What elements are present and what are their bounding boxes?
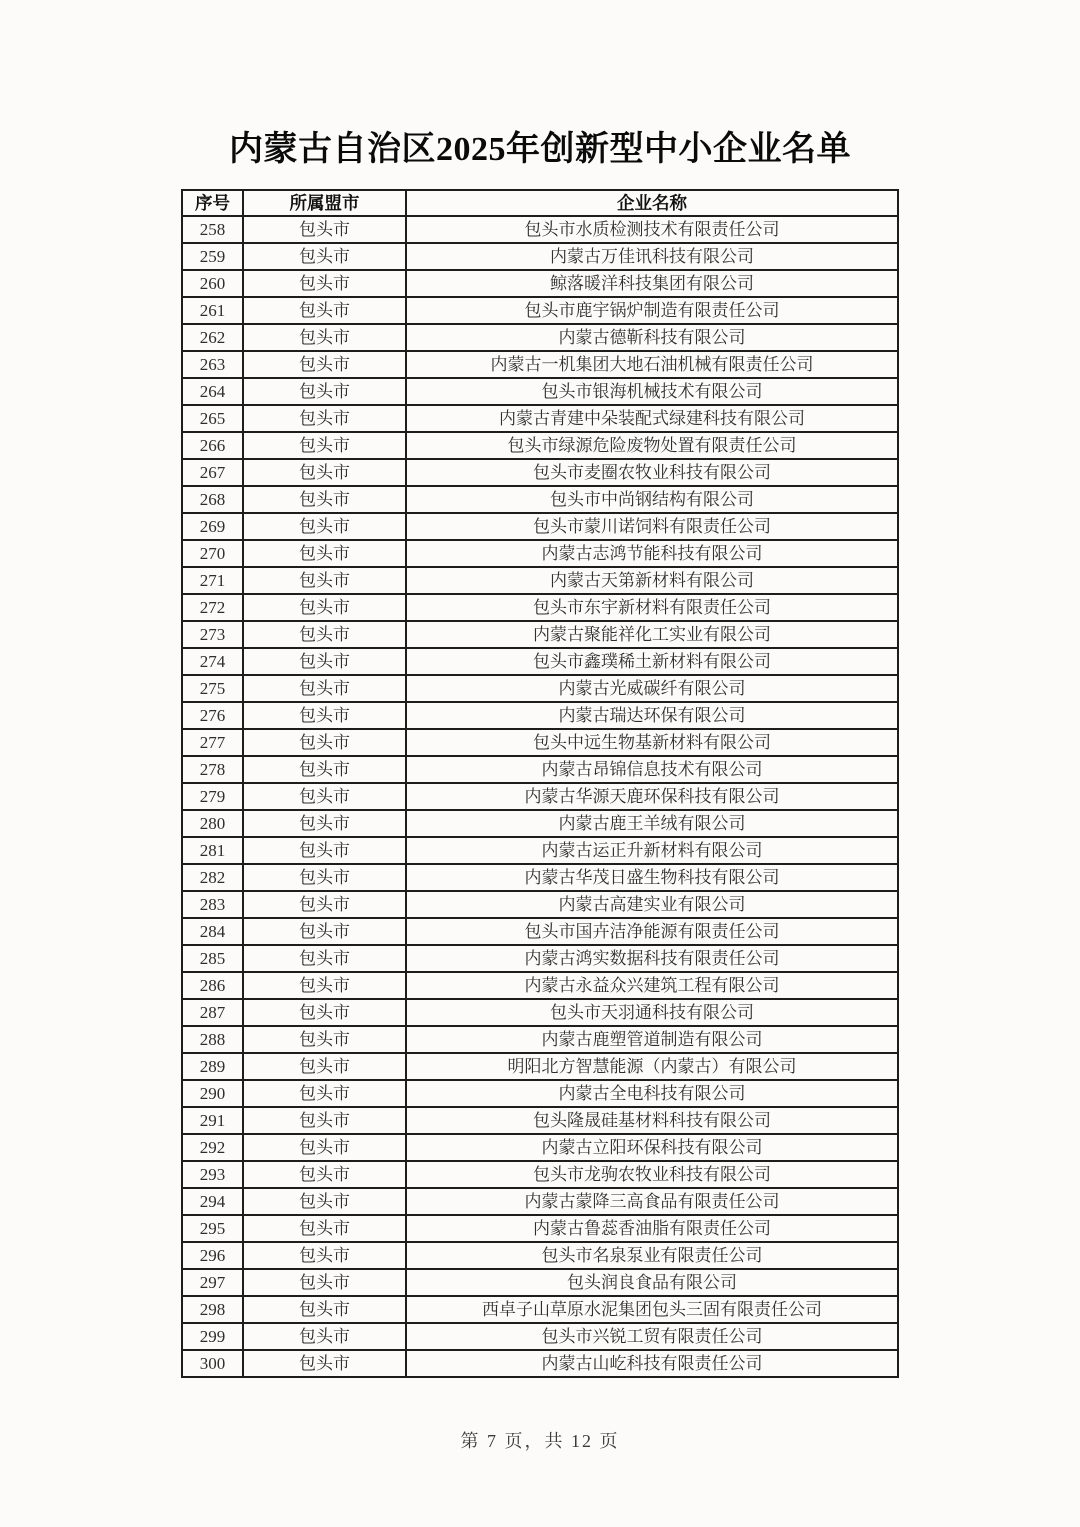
row-no: 300 — [182, 1350, 243, 1377]
table-row — [182, 972, 898, 999]
table-row — [182, 567, 898, 594]
row-city: 包头市 — [243, 1269, 406, 1296]
row-no: 267 — [182, 459, 243, 486]
row-no: 295 — [182, 1215, 243, 1242]
row-city: 包头市 — [243, 540, 406, 567]
table-row — [182, 540, 898, 567]
page-title: 内蒙古自治区2025年创新型中小企业名单 — [229, 131, 851, 168]
row-company-name: 包头市名泉泵业有限责任公司 — [406, 1242, 898, 1269]
table-row — [182, 513, 898, 540]
row-no: 297 — [182, 1269, 243, 1296]
row-company-name: 内蒙古全电科技有限公司 — [406, 1080, 898, 1107]
row-no: 283 — [182, 891, 243, 918]
row-company-name: 明阳北方智慧能源（内蒙古）有限公司 — [406, 1053, 898, 1080]
row-no: 275 — [182, 675, 243, 702]
row-no: 288 — [182, 1026, 243, 1053]
row-city: 包头市 — [243, 459, 406, 486]
row-company-name: 内蒙古永益众兴建筑工程有限公司 — [406, 972, 898, 999]
row-company-name: 内蒙古鹿塑管道制造有限公司 — [406, 1026, 898, 1053]
table-row — [182, 648, 898, 675]
row-city: 包头市 — [243, 1242, 406, 1269]
row-company-name: 内蒙古天第新材料有限公司 — [406, 567, 898, 594]
row-company-name: 内蒙古鲁蕊香油脂有限责任公司 — [406, 1215, 898, 1242]
row-company-name: 内蒙古聚能祥化工实业有限公司 — [406, 621, 898, 648]
row-company-name: 包头中远生物基新材料有限公司 — [406, 729, 898, 756]
row-company-name: 包头市天羽通科技有限公司 — [406, 999, 898, 1026]
table-row — [182, 1026, 898, 1053]
table-row — [182, 1350, 898, 1377]
row-no: 292 — [182, 1134, 243, 1161]
row-city: 包头市 — [243, 1296, 406, 1323]
table-row — [182, 486, 898, 513]
row-city: 包头市 — [243, 918, 406, 945]
row-company-name: 包头市蒙川诺饲料有限责任公司 — [406, 513, 898, 540]
row-company-name: 包头市中尚钢结构有限公司 — [406, 486, 898, 513]
row-city: 包头市 — [243, 864, 406, 891]
row-company-name: 包头市兴锐工贸有限责任公司 — [406, 1323, 898, 1350]
row-city: 包头市 — [243, 1134, 406, 1161]
row-no: 284 — [182, 918, 243, 945]
row-no: 270 — [182, 540, 243, 567]
row-city: 包头市 — [243, 1107, 406, 1134]
company-table — [181, 189, 899, 1378]
row-city: 包头市 — [243, 270, 406, 297]
table-row — [182, 918, 898, 945]
row-company-name: 内蒙古光威碳纤有限公司 — [406, 675, 898, 702]
row-city: 包头市 — [243, 1323, 406, 1350]
row-company-name: 包头市银海机械技术有限公司 — [406, 378, 898, 405]
row-company-name: 包头市国卉洁净能源有限责任公司 — [406, 918, 898, 945]
row-no: 293 — [182, 1161, 243, 1188]
row-city: 包头市 — [243, 1080, 406, 1107]
table-row — [182, 1242, 898, 1269]
row-city: 包头市 — [243, 675, 406, 702]
row-no: 280 — [182, 810, 243, 837]
table-row — [182, 405, 898, 432]
row-no: 271 — [182, 567, 243, 594]
row-city: 包头市 — [243, 216, 406, 243]
table-row — [182, 297, 898, 324]
row-company-name: 包头市水质检测技术有限责任公司 — [406, 216, 898, 243]
row-company-name: 内蒙古志鸿节能科技有限公司 — [406, 540, 898, 567]
row-no: 277 — [182, 729, 243, 756]
table-row — [182, 675, 898, 702]
row-city: 包头市 — [243, 648, 406, 675]
row-no: 266 — [182, 432, 243, 459]
row-no: 299 — [182, 1323, 243, 1350]
row-no: 294 — [182, 1188, 243, 1215]
row-city: 包头市 — [243, 432, 406, 459]
row-company-name: 包头市绿源危险废物处置有限责任公司 — [406, 432, 898, 459]
row-city: 包头市 — [243, 297, 406, 324]
row-company-name: 内蒙古鸿实数据科技有限责任公司 — [406, 945, 898, 972]
row-city: 包头市 — [243, 756, 406, 783]
column-header-company-name: 企业名称 — [406, 190, 898, 216]
row-no: 272 — [182, 594, 243, 621]
table-row — [182, 945, 898, 972]
row-company-name: 西卓子山草原水泥集团包头三固有限责任公司 — [406, 1296, 898, 1323]
row-company-name: 包头市鑫璞稀土新材料有限公司 — [406, 648, 898, 675]
row-company-name: 鲸落暖洋科技集团有限公司 — [406, 270, 898, 297]
table-row — [182, 594, 898, 621]
table-row — [182, 351, 898, 378]
row-city: 包头市 — [243, 999, 406, 1026]
row-city: 包头市 — [243, 891, 406, 918]
row-city: 包头市 — [243, 1215, 406, 1242]
row-city: 包头市 — [243, 972, 406, 999]
row-city: 包头市 — [243, 783, 406, 810]
row-no: 291 — [182, 1107, 243, 1134]
row-no: 296 — [182, 1242, 243, 1269]
row-company-name: 内蒙古华茂日盛生物科技有限公司 — [406, 864, 898, 891]
table-row — [182, 810, 898, 837]
table-row — [182, 432, 898, 459]
row-city: 包头市 — [243, 567, 406, 594]
row-city: 包头市 — [243, 1161, 406, 1188]
row-no: 287 — [182, 999, 243, 1026]
row-city: 包头市 — [243, 324, 406, 351]
row-company-name: 包头市麦圈农牧业科技有限公司 — [406, 459, 898, 486]
row-company-name: 内蒙古鹿王羊绒有限公司 — [406, 810, 898, 837]
row-city: 包头市 — [243, 945, 406, 972]
row-city: 包头市 — [243, 810, 406, 837]
row-company-name: 内蒙古瑞达环保有限公司 — [406, 702, 898, 729]
table-row — [182, 702, 898, 729]
row-company-name: 内蒙古华源天鹿环保科技有限公司 — [406, 783, 898, 810]
row-no: 261 — [182, 297, 243, 324]
row-city: 包头市 — [243, 486, 406, 513]
table-row — [182, 324, 898, 351]
row-no: 262 — [182, 324, 243, 351]
row-no: 260 — [182, 270, 243, 297]
table-row — [182, 891, 898, 918]
row-company-name: 内蒙古万佳讯科技有限公司 — [406, 243, 898, 270]
row-city: 包头市 — [243, 729, 406, 756]
row-no: 286 — [182, 972, 243, 999]
row-no: 276 — [182, 702, 243, 729]
row-city: 包头市 — [243, 702, 406, 729]
row-company-name: 内蒙古立阳环保科技有限公司 — [406, 1134, 898, 1161]
table-row — [182, 999, 898, 1026]
row-no: 268 — [182, 486, 243, 513]
row-city: 包头市 — [243, 1188, 406, 1215]
row-city: 包头市 — [243, 513, 406, 540]
row-company-name: 内蒙古运正升新材料有限公司 — [406, 837, 898, 864]
row-no: 258 — [182, 216, 243, 243]
table-row — [182, 864, 898, 891]
row-city: 包头市 — [243, 837, 406, 864]
row-no: 289 — [182, 1053, 243, 1080]
table-row — [182, 1053, 898, 1080]
table-row — [182, 1107, 898, 1134]
table-header-row — [182, 190, 898, 216]
row-city: 包头市 — [243, 1053, 406, 1080]
row-no: 290 — [182, 1080, 243, 1107]
row-company-name: 内蒙古山屹科技有限责任公司 — [406, 1350, 898, 1377]
row-city: 包头市 — [243, 1026, 406, 1053]
table-row — [182, 1080, 898, 1107]
table-row — [182, 243, 898, 270]
row-no: 279 — [182, 783, 243, 810]
row-company-name: 包头市鹿宇锅炉制造有限责任公司 — [406, 297, 898, 324]
row-company-name: 内蒙古昂锦信息技术有限公司 — [406, 756, 898, 783]
row-city: 包头市 — [243, 1350, 406, 1377]
page-number: 第 7 页，共 12 页 — [460, 1431, 620, 1452]
row-no: 282 — [182, 864, 243, 891]
row-no: 265 — [182, 405, 243, 432]
table-row — [182, 1215, 898, 1242]
row-company-name: 包头润良食品有限公司 — [406, 1269, 898, 1296]
row-company-name: 内蒙古一机集团大地石油机械有限责任公司 — [406, 351, 898, 378]
table-row — [182, 216, 898, 243]
table-row — [182, 459, 898, 486]
table-row — [182, 621, 898, 648]
row-no: 281 — [182, 837, 243, 864]
row-company-name: 包头市龙驹农牧业科技有限公司 — [406, 1161, 898, 1188]
row-company-name: 内蒙古德靳科技有限公司 — [406, 324, 898, 351]
row-no: 278 — [182, 756, 243, 783]
row-city: 包头市 — [243, 405, 406, 432]
table-row — [182, 378, 898, 405]
row-city: 包头市 — [243, 351, 406, 378]
table-row — [182, 756, 898, 783]
row-no: 273 — [182, 621, 243, 648]
table-row — [182, 1323, 898, 1350]
row-company-name: 内蒙古青建中朵装配式绿建科技有限公司 — [406, 405, 898, 432]
table-row — [182, 1134, 898, 1161]
table-row — [182, 1188, 898, 1215]
table-row — [182, 1269, 898, 1296]
row-company-name: 包头市东宇新材料有限责任公司 — [406, 594, 898, 621]
table-row — [182, 1161, 898, 1188]
table-row — [182, 729, 898, 756]
row-no: 274 — [182, 648, 243, 675]
row-city: 包头市 — [243, 621, 406, 648]
table-row — [182, 1296, 898, 1323]
column-header-no: 序号 — [182, 190, 243, 216]
row-no: 259 — [182, 243, 243, 270]
table-row — [182, 270, 898, 297]
column-header-city: 所属盟市 — [243, 190, 406, 216]
row-no: 263 — [182, 351, 243, 378]
row-company-name: 内蒙古高建实业有限公司 — [406, 891, 898, 918]
row-company-name: 内蒙古蒙降三高食品有限责任公司 — [406, 1188, 898, 1215]
table-row — [182, 783, 898, 810]
table-row — [182, 837, 898, 864]
row-no: 298 — [182, 1296, 243, 1323]
row-no: 285 — [182, 945, 243, 972]
row-city: 包头市 — [243, 594, 406, 621]
row-company-name: 包头隆晟硅基材料科技有限公司 — [406, 1107, 898, 1134]
row-city: 包头市 — [243, 378, 406, 405]
row-no: 264 — [182, 378, 243, 405]
row-city: 包头市 — [243, 243, 406, 270]
row-no: 269 — [182, 513, 243, 540]
